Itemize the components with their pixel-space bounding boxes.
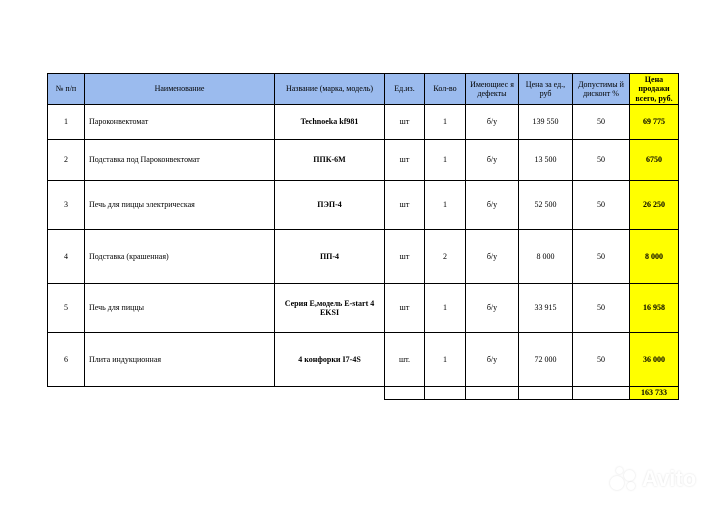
- cell-price: 52 500: [519, 181, 573, 230]
- header-num: № п/п: [48, 74, 85, 105]
- cell-unit: шт: [385, 284, 425, 333]
- cell-discount: 50: [573, 140, 630, 181]
- cell-unit: шт.: [385, 333, 425, 387]
- cell-defects: б/у: [466, 333, 519, 387]
- cell-defects: б/у: [466, 105, 519, 140]
- header-row: [48, 74, 679, 105]
- cell-discount: 50: [573, 105, 630, 140]
- cell-qty: 1: [425, 181, 466, 230]
- cell-num: 5: [48, 284, 85, 333]
- cell-name: Печь для пиццы: [85, 284, 275, 333]
- cell-total: 8 000: [630, 230, 679, 284]
- cell-name: Печь для пиццы электрическая: [85, 181, 275, 230]
- cell-unit: шт: [385, 140, 425, 181]
- cell-discount: 50: [573, 230, 630, 284]
- cell-total: 36 000: [630, 333, 679, 387]
- cell-price: 13 500: [519, 140, 573, 181]
- cell-model: Technoeka kf981: [275, 105, 385, 140]
- avito-logo-icon: [610, 467, 638, 491]
- cell-num: 6: [48, 333, 85, 387]
- cell-total: 26 250: [630, 181, 679, 230]
- price-table: [47, 73, 679, 400]
- table-row: [48, 333, 679, 387]
- cell-qty: 1: [425, 333, 466, 387]
- cell-name: Плита индукционная: [85, 333, 275, 387]
- avito-watermark: [610, 466, 696, 492]
- cell-discount: 50: [573, 333, 630, 387]
- cell-discount: 50: [573, 284, 630, 333]
- header-total: Цена продажи всего, руб.: [630, 74, 679, 105]
- table-row: [48, 230, 679, 284]
- cell-price: 33 915: [519, 284, 573, 333]
- header-name: Наименование: [85, 74, 275, 105]
- cell-qty: 1: [425, 105, 466, 140]
- cell-model: ППК-6М: [275, 140, 385, 181]
- cell-num: 3: [48, 181, 85, 230]
- header-unit: Ед.из.: [385, 74, 425, 105]
- cell-num: 1: [48, 105, 85, 140]
- cell-total: 16 958: [630, 284, 679, 333]
- header-defects: Имеющиес я дефекты: [466, 74, 519, 105]
- cell-price: 139 550: [519, 105, 573, 140]
- header-price: Цена за ед., руб: [519, 74, 573, 105]
- total-row: [48, 387, 679, 400]
- cell-defects: б/у: [466, 140, 519, 181]
- cell-unit: шт: [385, 181, 425, 230]
- cell-num: 2: [48, 140, 85, 181]
- cell-name: Пароконвектомат: [85, 105, 275, 140]
- grand-total: 163 733: [630, 387, 679, 400]
- cell-total: 6750: [630, 140, 679, 181]
- table-row: [48, 140, 679, 181]
- cell-unit: шт: [385, 105, 425, 140]
- avito-watermark-text: Avito: [642, 466, 697, 491]
- cell-qty: 1: [425, 284, 466, 333]
- cell-qty: 1: [425, 140, 466, 181]
- cell-price: 8 000: [519, 230, 573, 284]
- table-row: [48, 105, 679, 140]
- table-row: [48, 284, 679, 333]
- cell-defects: б/у: [466, 284, 519, 333]
- cell-model: 4 конфорки I7-4S: [275, 333, 385, 387]
- cell-qty: 2: [425, 230, 466, 284]
- header-model: Название (марка, модель): [275, 74, 385, 105]
- cell-name: Подставка под Пароконвектомат: [85, 140, 275, 181]
- cell-unit: шт: [385, 230, 425, 284]
- cell-discount: 50: [573, 181, 630, 230]
- cell-total: 69 775: [630, 105, 679, 140]
- cell-num: 4: [48, 230, 85, 284]
- cell-defects: б/у: [466, 230, 519, 284]
- cell-model: Серия E,модель E-start 4 EKSI: [275, 284, 385, 333]
- header-qty: Кол-во: [425, 74, 466, 105]
- cell-model: ПЭП-4: [275, 181, 385, 230]
- cell-defects: б/у: [466, 181, 519, 230]
- header-discount: Допустимы й дисконт %: [573, 74, 630, 105]
- cell-name: Подставка (крашенная): [85, 230, 275, 284]
- cell-model: ПП-4: [275, 230, 385, 284]
- table-row: [48, 181, 679, 230]
- cell-price: 72 000: [519, 333, 573, 387]
